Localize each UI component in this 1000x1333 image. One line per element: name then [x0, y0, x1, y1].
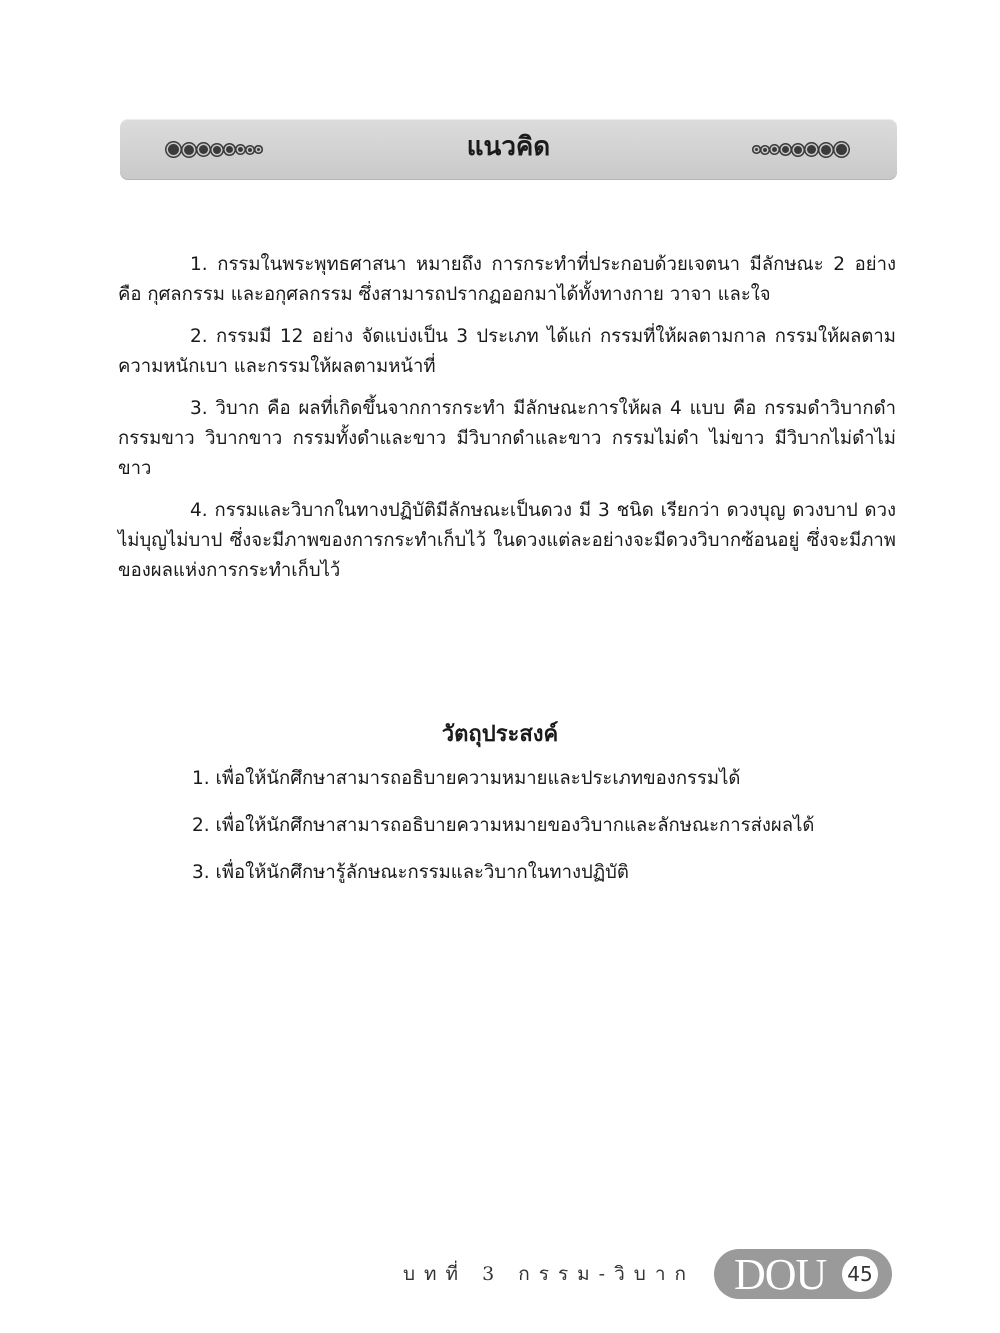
objective-item: 3. เพื่อให้นักศึกษารู้ลักษณะกรรมและวิบากในทางปฏิบัติ — [192, 862, 629, 883]
objectives-list — [192, 764, 814, 905]
page-number: 45 — [842, 1256, 878, 1292]
objectives-heading: วัตถุประสงค์ — [441, 722, 559, 747]
concept-paragraph: 3. วิบาก คือ ผลที่เกิดขึ้นจากการกระทำ มีลักษณะการให้ผล 4 แบบ คือ กรรมดำวิบากดำ กรรมขาว วิบากขาว กรรมทั้งดำและขาว มีวิบากดำและขาว กรรมไม่ดำ ไม่ขาว มีวิบากไม่ดำไม่ขาว — [118, 398, 896, 479]
dot-icon — [782, 146, 789, 153]
dot-icon — [763, 148, 767, 152]
concepts-body — [118, 250, 896, 598]
objective-item: 1. เพื่อให้นักศึกษาสามารถอธิบายความหมายและประเภทของกรรมได้ — [192, 768, 741, 789]
decorative-dots-right — [755, 119, 847, 180]
dot-icon — [755, 148, 758, 151]
concept-paragraph: 4. กรรมและวิบากในทางปฏิบัติมีลักษณะเป็นดวง มี 3 ชนิด เรียกว่า ดวงบุญ ดวงบาป ดวงไม่บุญไม่บาป ซึ่งจะมีภาพของการกระทำเก็บไว้ ในดวงแต่ละอย่างจะมีดวงวิบากซ้อนอยู่ ซึ่งจะมีภาพของผลแห่งการกระทำเก็บไว้ — [118, 500, 896, 581]
section-title: แนวคิด — [466, 132, 551, 162]
concept-paragraph: 2. กรรมมี 12 อย่าง จัดแบ่งเป็น 3 ประเภท ได้แก่ กรรมที่ให้ผลตามกาล กรรมให้ผลตามความหนักเบา และกรรมให้ผลตามหน้าที่ — [118, 326, 896, 377]
footer-chapter-label: บทที่ 3 กรรม-วิบาก — [402, 1263, 695, 1285]
brand-logo: DOU — [734, 1250, 827, 1299]
dot-icon — [836, 144, 847, 155]
dot-icon — [821, 145, 831, 155]
concept-paragraph: 1. กรรมในพระพุทธศาสนา หมายถึง การกระทำที่ประกอบด้วยเจตนา มีลักษณะ 2 อย่าง คือ กุศลกรรม และอกุศลกรรม ซึ่งสามารถปรากฏออกมาได้ทั้งทางกาย วาจา และใจ — [118, 254, 896, 305]
objective-item: 2. เพื่อให้นักศึกษาสามารถอธิบายความหมายของวิบากและลักษณะการส่งผลได้ — [192, 815, 815, 836]
dot-icon — [794, 146, 802, 154]
dot-icon — [807, 145, 816, 154]
section-header-bar — [120, 119, 897, 180]
footer-badge — [714, 1249, 892, 1299]
dot-icon — [772, 147, 777, 152]
